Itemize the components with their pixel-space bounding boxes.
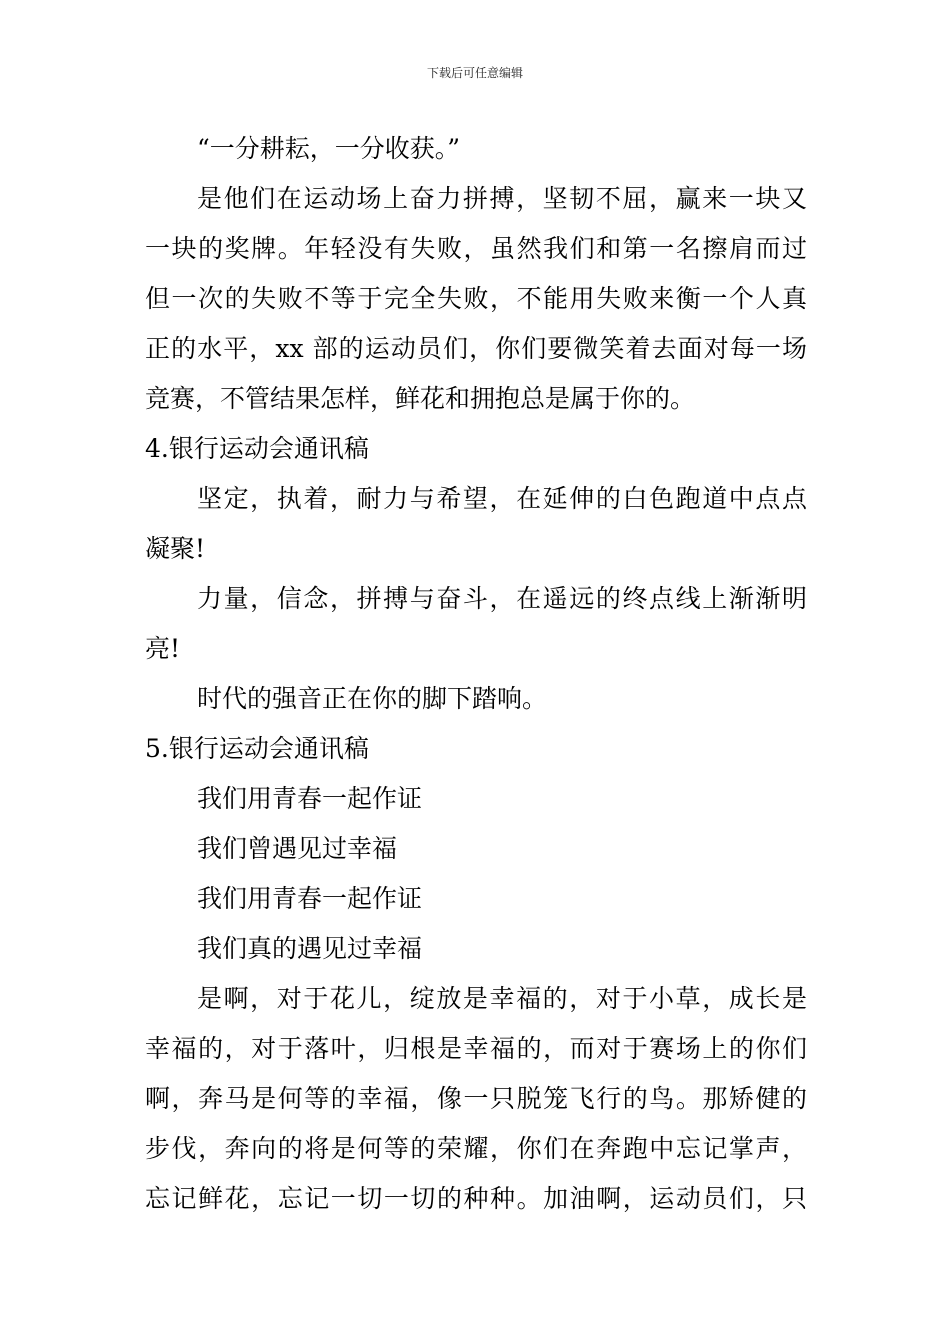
paragraph-line: 是啊，对于花儿，绽放是幸福的，对于小草，成长是 [197,984,807,1013]
page-header-note: 下载后可任意编辑 [426,66,523,80]
verse-line: 我们用青春一起作证 [197,784,423,813]
verse-line: 我们真的遇见过幸福 [197,934,423,963]
paragraph-line: 啊，奔马是何等的幸福，像一只脱笼飞行的鸟。那矫健的 [145,1084,807,1113]
paragraph-line: 正的水平，xx 部的运动员们，你们要微笑着去面对每一场 [145,334,807,363]
paragraph-line: 竞赛，不管结果怎样，鲜花和拥抱总是属于你的。 [145,384,696,413]
paragraph-line: 时代的强音正在你的脚下踏响。 [197,684,548,713]
paragraph-line: 力量，信念，拼搏与奋斗，在遥远的终点线上渐渐明 [197,584,807,613]
paragraph-line: 但一次的失败不等于完全失败，不能用失败来衡一个人真 [145,284,807,313]
paragraph-line: 是他们在运动场上奋力拼搏，坚韧不屈，赢来一块又 [197,184,807,213]
paragraph-line: “一分耕耘，一分收获。” [197,134,461,163]
document-body [145,124,807,1224]
verse-line: 我们曾遇见过幸福 [197,834,398,863]
paragraph-line: 一块的奖牌。年轻没有失败，虽然我们和第一名擦肩而过 [145,234,807,263]
section-heading: 5.银行运动会通讯稿 [145,734,369,763]
paragraph-line: 坚定，执着，耐力与希望，在延伸的白色跑道中点点 [197,484,807,513]
paragraph-line: 步伐，奔向的将是何等的荣耀，你们在奔跑中忘记掌声， [145,1134,807,1163]
paragraph-line: 忘记鲜花，忘记一切一切的种种。加油啊，运动员们，只 [145,1184,807,1213]
verse-line: 我们用青春一起作证 [197,884,423,913]
section-heading: 4.银行运动会通讯稿 [145,434,369,463]
paragraph-line: 凝聚! [145,534,206,563]
paragraph-line: 亮! [145,634,181,663]
paragraph-line: 幸福的，对于落叶，归根是幸福的，而对于赛场上的你们 [145,1034,807,1063]
